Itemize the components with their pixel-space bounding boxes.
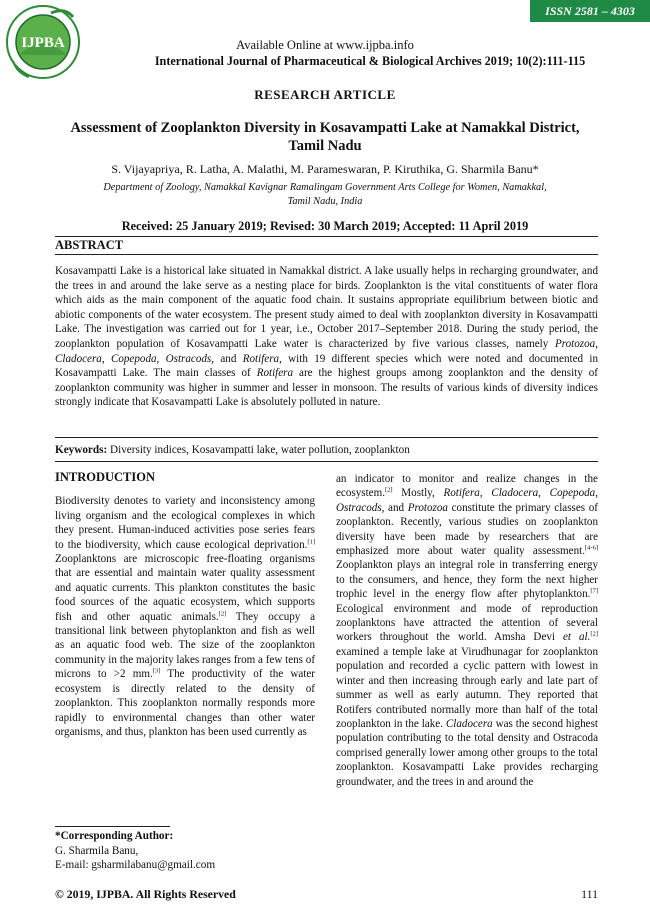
corresponding-name: G. Sharmila Banu, xyxy=(55,844,139,857)
title-line-1: Assessment of Zooplankton Diversity in Kosavampatti Lake at Namakkal District, xyxy=(70,120,580,136)
logo-text: IJPBA xyxy=(21,35,65,51)
intro-paragraph: Biodiversity denotes to variety and inconsistency among living organism and the ecological complexes in which they present. Human-induced activities pose series fears to the biodiversity, which cause ecological deprivation.[1] Zooplanktons are microscopic free-floating organisms that are essential and maintain water quality assessment and aquatic currents. This plankton constitutes the basic food sources of the aquatic ecosystem, which supports fish and other aquatic animals.[2] They occupy a transitional link between phytoplankton and fish as well as an aquatic food web. The size of the zooplankton community in the majority lakes ranges from a few tens of microns to >2 mm.[3] The productivity of the water ecosystem is directly related to the density of zooplankton. This zooplankton normally responds more rapidly to environmental changes than other water organisms, and thus, plankton has been used currently as xyxy=(55,495,316,738)
intro-paragraph: an indicator to monitor and realize changes in the ecosystem.[2] Mostly, Rotifera, Cladocera, Copepoda, Ostracods, and Protozoa constitute the primary classes of zooplankton. Recently, various studies on zooplankton diversity have been made by researchers that are emphasized more about water quality assessment.[4-6] Zooplankton plays an integral role in transferring energy to the consumers, and hence, they form the next higher trophic level in the energy flow after phytoplankton.[7] Ecological environment and mode of reproduction zooplanktons have attracted the attention of several workers throughout the world. Amsha Devi et al.[2] examined a temple lake at Virudhunagar for zooplankton population and recorded a cyclic pattern with lowest in winter and then increasing through early and late part of summer as well as early autumn. They reported that Rotifers contributed normally more than half of the total zooplankton in the lake. Cladocera was the second highest population contributing to the total density and Ostracoda comprised generally lower among other groups to the total zooplankton. Kosavampatti Lake provides recharging groundwater, and the trees in and around the xyxy=(336,473,598,788)
article-dates: Received: 25 January 2019; Revised: 30 March 2019; Accepted: 11 April 2019 xyxy=(121,219,529,233)
taxon: Copepoda xyxy=(110,352,157,365)
corresponding-author xyxy=(55,829,215,873)
taxon: Cladocera xyxy=(445,717,493,730)
citation: [2] xyxy=(218,609,227,617)
abstract-text: Kosavampatti Lake is a historical lake situated in Namakkal district. A lake usually helps in recharging groundwater, and the trees in and around the lake serve as a nesting place for birds. Zooplankton is the vital constituents of water flora which aids as the main component of the aquatic food chain. It sustains appropriate equilibrium between biotic and abiotic components of the water ecosystem. The present study aimed to deal with zooplankton diversity in Kosavampatti Lake. The investigation was carried out for 1 year, i.e., October 2017–September 2018. During the study period, the zooplankton population of Kosavampatti Lake water is characterized by five various classes, namely Protozoa, Cladocera, Copepoda, Ostracods, and Rotifera, with 19 different species which were noted and documented in Kosavampatti Lake. The main classes of Rotifera are the highest groups among zooplankton and the density of zooplankton community was higher in summer and lesser in monsoon. The results of various kinds of diversity indices strongly indicate that Kosavampatti Lake is absolutely polluted in nature. xyxy=(55,265,599,409)
keywords xyxy=(55,444,598,456)
available-online: Available Online at www.ijpba.info xyxy=(236,38,414,52)
issn-badge: ISSN 2581 – 4303 xyxy=(530,0,650,22)
affiliation-line-1: Department of Zoology, Namakkal Kavignar Ramalingam Government Arts College for Women, Namakkal, xyxy=(103,182,547,193)
taxon: Rotifera xyxy=(256,367,294,380)
intro-left-column xyxy=(55,470,315,739)
page-number: 111 xyxy=(581,887,598,901)
divider xyxy=(55,236,598,237)
intro-right-column xyxy=(336,472,598,789)
divider xyxy=(55,254,598,255)
taxon: Ostracods xyxy=(165,352,212,365)
taxon: Cladocera xyxy=(491,487,539,500)
citation: [2] xyxy=(590,630,598,638)
article-type: RESEARCH ARTICLE xyxy=(254,87,396,102)
affiliation xyxy=(60,181,590,208)
citation: [2] xyxy=(385,486,393,494)
divider xyxy=(55,461,598,462)
citation: [3] xyxy=(152,667,161,675)
keywords-label: Keywords: xyxy=(55,444,108,456)
taxon: Protozoa xyxy=(407,501,448,514)
citation: [4-6] xyxy=(585,544,598,552)
divider xyxy=(55,437,598,438)
citation: [1] xyxy=(307,537,315,545)
corresponding-email[interactable]: E-mail: gsharmilabanu@gmail.com xyxy=(55,859,216,871)
taxon: Protozoa xyxy=(554,337,596,350)
corresponding-label: *Corresponding Author: xyxy=(55,830,174,842)
journal-citation: International Journal of Pharmaceutical & Biological Archives 2019; 10(2):111-115 xyxy=(154,54,586,68)
taxon: Copepoda xyxy=(549,487,596,500)
title-line-2: Tamil Nadu xyxy=(288,138,362,154)
footnote-rule xyxy=(55,826,170,827)
taxon: Cladocera xyxy=(55,352,102,365)
author-list: S. Vijayapriya, R. Latha, A. Malathi, M. Parameswaran, P. Kiruthika, G. Sharmila Banu* xyxy=(111,162,539,176)
affiliation-line-2: Tamil Nadu, India xyxy=(287,195,363,207)
taxon: Ostracods xyxy=(336,501,382,514)
abstract-heading: ABSTRACT xyxy=(55,238,124,252)
keywords-text: Diversity indices, Kosavampatti lake, water pollution, zooplankton xyxy=(107,444,410,456)
intro-heading: INTRODUCTION xyxy=(55,470,156,484)
article-title xyxy=(45,119,605,155)
taxon: Rotifera xyxy=(242,352,280,365)
copyright: © 2019, IJPBA. All Rights Reserved xyxy=(55,887,236,901)
et-al: et al. xyxy=(563,631,591,644)
citation: [7] xyxy=(590,587,598,595)
taxon: Rotifera xyxy=(443,487,480,500)
